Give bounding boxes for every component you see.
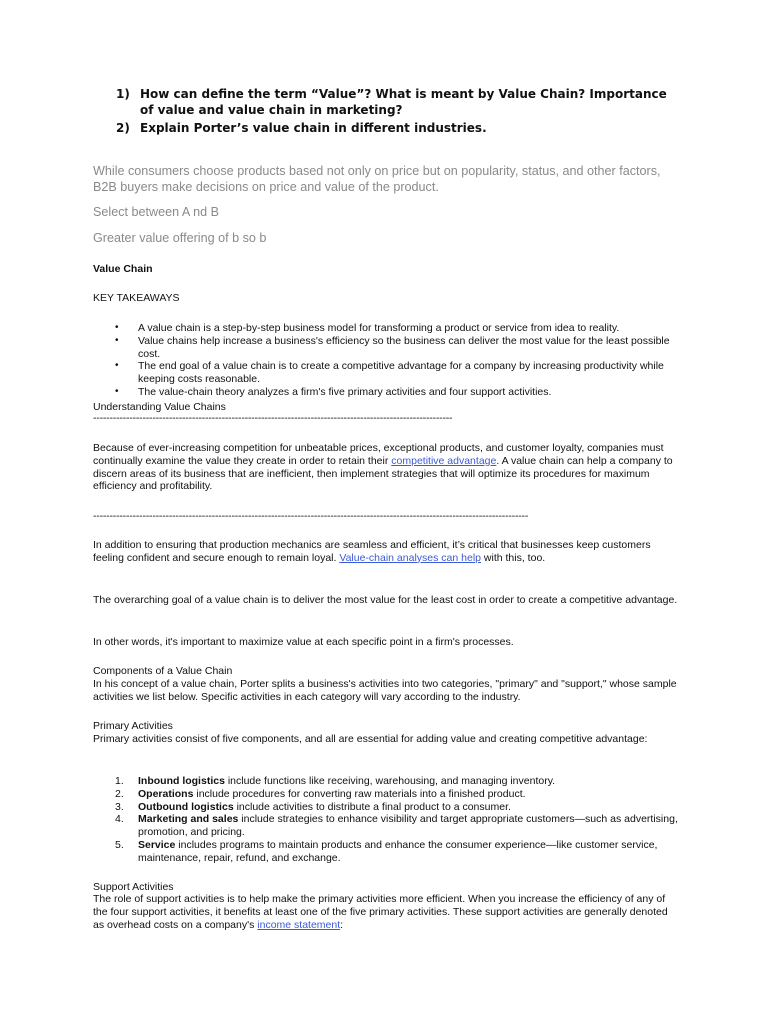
question-number: 2) xyxy=(116,121,130,135)
paragraph-text: Because of ever-increasing competition for unbeatable prices, exceptional products, and customer loyalty, companies must continually examine the value they create in order to retain their xyxy=(93,442,664,467)
activity-name: Service xyxy=(138,838,176,851)
understanding-paragraph-1 xyxy=(93,442,678,493)
list-number: 4. xyxy=(115,813,124,826)
question-list xyxy=(116,86,676,138)
list-item xyxy=(93,360,683,386)
activity-name: Operations xyxy=(138,787,194,800)
understanding-paragraph-2 xyxy=(93,539,678,565)
activity-description: include activities to distribute a final product to a consumer. xyxy=(233,800,511,813)
list-item xyxy=(93,335,683,361)
list-item-text: A value chain is a step-by-step business model for transforming a product or service from idea to reality. xyxy=(138,322,620,334)
greater-paragraph: Greater value offering of b so b xyxy=(93,231,267,245)
list-item xyxy=(93,386,683,399)
list-item xyxy=(93,813,683,839)
list-item xyxy=(93,788,683,801)
list-number: 3. xyxy=(115,800,124,813)
bullet-icon: • xyxy=(115,385,119,397)
list-item xyxy=(93,775,683,788)
consumers-paragraph: While consumers choose products based not only on price but on popularity, status, and other factors, B2B buyers make decisions on price and value of the product. xyxy=(93,164,661,194)
activity-name: Marketing and sales xyxy=(138,813,239,826)
competitive-advantage-link[interactable]: competitive advantage xyxy=(391,454,497,467)
paragraph-text: : xyxy=(340,918,344,931)
support-activities-paragraph xyxy=(93,893,678,931)
paragraph-text: with this, too. xyxy=(481,551,546,564)
list-number: 2. xyxy=(115,787,124,800)
list-number: 1. xyxy=(115,775,124,787)
list-item xyxy=(93,322,683,335)
divider-dashes: ------------------------------------------------------------------------------------------------------------- xyxy=(93,412,453,424)
paragraph-text: In addition to ensuring that production mechanics are seamless and efficient, it’s critical that businesses keep customers feeling confident and secure enough to remain loyal. xyxy=(93,539,651,564)
understanding-paragraph-4: In other words, it's important to maximize value at each specific point in a firm's processes. xyxy=(93,636,514,648)
support-activities-heading: Support Activities xyxy=(93,881,174,893)
list-item-text: Value chains help increase a business's efficiency so the business can deliver the most value for the least possible cost. xyxy=(138,334,670,360)
value-chain-analyses-link[interactable]: Value-chain analyses can help xyxy=(339,551,481,564)
activity-name: Outbound logistics xyxy=(138,800,234,813)
divider-dashes: ------------------------------------------------------------------------------------------------------------------------------------ xyxy=(93,510,529,522)
components-heading: Components of a Value Chain xyxy=(93,665,233,677)
income-statement-link[interactable]: income statement xyxy=(257,918,341,931)
value-chain-heading: Value Chain xyxy=(93,263,153,275)
primary-activities-list xyxy=(93,775,683,865)
question-number: 1) xyxy=(116,87,130,101)
paragraph-text: . A value chain can help a company to discern areas of its business that are inefficient, then implement strategies that will optimize its procedures for maximum efficiency and profitability. xyxy=(93,454,673,493)
list-item-text: The value-chain theory analyzes a firm's five primary activities and four support activities. xyxy=(138,385,552,398)
activity-description: include functions like receiving, warehousing, and managing inventory. xyxy=(224,775,556,787)
bullet-icon: • xyxy=(115,360,119,372)
activity-description: include procedures for converting raw materials into a finished product. xyxy=(193,787,526,800)
key-takeaways-heading: KEY TAKEAWAYS xyxy=(93,292,180,304)
activity-name: Inbound logistics xyxy=(138,775,225,787)
list-item-text: The end goal of a value chain is to create a competitive advantage for a company by increasing productivity while keeping costs reasonable. xyxy=(138,360,664,386)
list-number: 5. xyxy=(115,838,124,851)
primary-activities-heading: Primary Activities xyxy=(93,720,173,732)
question-item xyxy=(116,120,676,136)
select-paragraph: Select between A nd B xyxy=(93,205,220,219)
activity-description: includes programs to maintain products and enhance the consumer experience—like customer service, maintenance, repair, refund, and exchange. xyxy=(138,838,658,864)
bullet-icon: • xyxy=(115,322,119,333)
list-item xyxy=(93,801,683,814)
primary-activities-paragraph: Primary activities consist of five components, and all are essential for adding value and creating competitive advantage: xyxy=(93,733,648,745)
understanding-heading: Understanding Value Chains xyxy=(93,401,226,413)
question-text: How can define the term “Value”? What is meant by Value Chain? Importance of value and value chain in marketing? xyxy=(140,87,667,117)
activity-description: include strategies to enhance visibility and target appropriate customers—such as advertising, promotion, and pricing. xyxy=(138,813,678,839)
list-item xyxy=(93,839,683,865)
bullet-icon: • xyxy=(115,334,119,346)
key-takeaways-list xyxy=(93,322,683,399)
understanding-paragraph-3: The overarching goal of a value chain is to deliver the most value for the least cost in order to create a competitive advantage. xyxy=(93,594,678,606)
question-item xyxy=(116,86,676,118)
components-paragraph: In his concept of a value chain, Porter splits a business's activities into two categories, "primary" and "support," whose sample activities we list below. Specific activities in each category will vary according to the industry. xyxy=(93,678,677,703)
question-text: Explain Porter’s value chain in different industries. xyxy=(140,121,487,135)
paragraph-text: The role of support activities is to help make the primary activities more efficient. When you increase the efficiency of any of the four support activities, it benefits at least one of the five primary activities. These support activities are generally denoted as overhead costs on a company's xyxy=(93,893,668,931)
